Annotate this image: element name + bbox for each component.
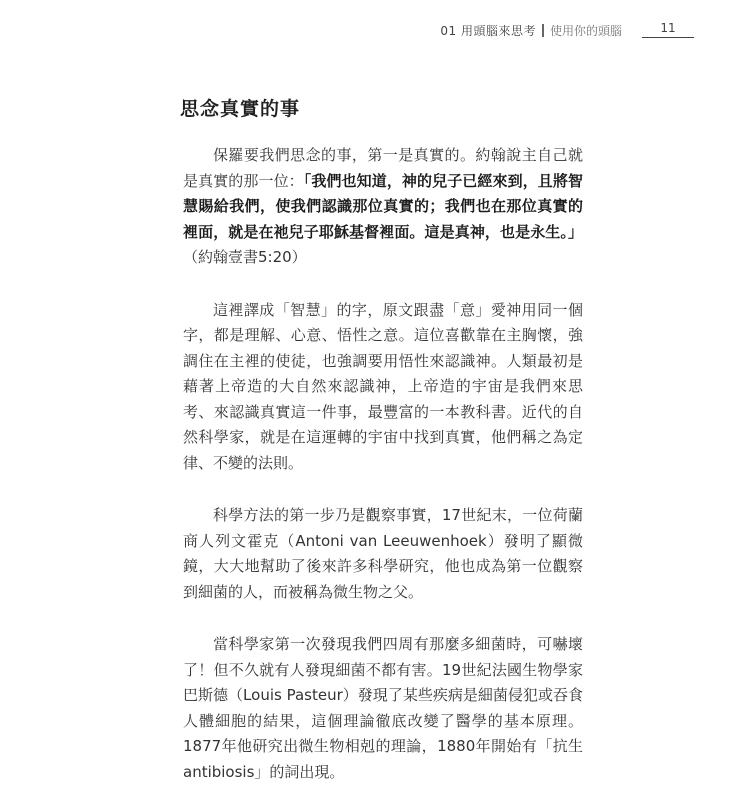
section-title: 思念真實的事: [180, 98, 301, 120]
scripture-reference: （約翰壹書5:20）: [183, 248, 307, 266]
running-header: [440, 22, 622, 39]
section-label: 使用你的頭腦: [549, 24, 622, 38]
paragraph-3: 科學方法的第一步乃是觀察事實，17世紀末，一位荷蘭商人列文霍克（Antoni van Leeuwenhoek）發明了顯微鏡，大大地幫助了後來許多科學研究，他也成為第一位觀察到細菌的人，而被稱為微生物之父。: [183, 506, 583, 601]
chapter-label: 01 用頭腦來思考: [440, 24, 536, 38]
scripture-quote: 「我們也知道，神的兒子已經來到，且將智慧賜給我們，使我們認識那位真實的；我們也在那位真實的裡面，就是在祂兒子耶穌基督裡面。這是真神，也是永生。」: [183, 171, 583, 241]
paragraph-1: [183, 143, 583, 271]
paragraph-2: 這裡譯成「智慧」的字，原文跟盡「意」愛神用同一個字，都是理解、心意、悟性之意。這位喜歡靠在主胸懷，強調住在主裡的使徒，也強調要用悟性來認識神。人類最初是藉著上帝造的大自然來認識神，上帝造的宇宙是我們來思考、來認識真實這一件事，最豐富的一本教科書。近代的自然科學家，就是在這運轉的宇宙中找到真實，他們稱之為定律、不變的法則。: [183, 300, 583, 472]
paragraph-4: 當科學家第一次發現我們四周有那麼多細菌時，可嚇壞了！但不久就有人發現細菌不都有害。19世紀法國生物學家巴斯德（Louis Pasteur）發現了某些疾病是細菌侵犯或吞食人體細胞的結果，這個理論徹底改變了醫學的基本原理。1877年他研究出微生物相剋的理論，1880年開始有「抗生 antibiosis」的詞出現。: [183, 635, 583, 781]
paragraph-1-intro: 保羅要我們思念的事，第一是真實的。約翰說主自己就是真實的那一位：: [183, 146, 583, 190]
page-number: 11: [642, 19, 694, 38]
body-text: [183, 143, 583, 812]
header-divider: [542, 24, 544, 37]
